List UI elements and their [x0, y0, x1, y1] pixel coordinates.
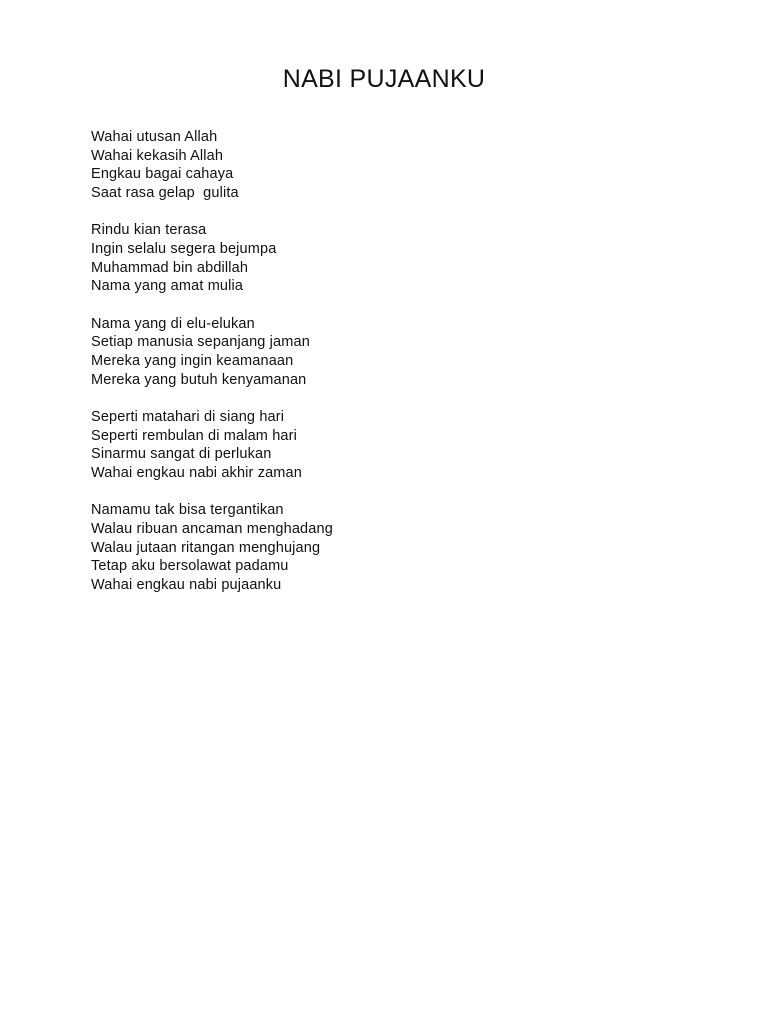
poem-line: Ingin selalu segera bejumpa	[91, 241, 277, 258]
poem-line: Saat rasa gelap gulita	[91, 185, 239, 202]
poem-line: Engkau bagai cahaya	[91, 166, 234, 183]
stanza-5	[91, 501, 651, 595]
poem-line: Setiap manusia sepanjang jaman	[91, 334, 310, 351]
poem-body	[91, 128, 651, 613]
stanza-2	[91, 221, 651, 296]
poem-line: Namamu tak bisa tergantikan	[91, 502, 284, 519]
poem-line: Rindu kian terasa	[91, 222, 207, 239]
stanza-4	[91, 408, 651, 483]
poem-line: Nama yang di elu-elukan	[91, 315, 255, 332]
poem-line: Wahai engkau nabi akhir zaman	[91, 465, 302, 482]
poem-line: Seperti rembulan di malam hari	[91, 427, 297, 444]
poem-line: Seperti matahari di siang hari	[91, 408, 285, 425]
poem-line: Muhammad bin abdillah	[91, 259, 249, 276]
stanza-1	[91, 128, 651, 203]
poem-line: Tetap aku bersolawat padamu	[91, 558, 289, 575]
poem-line: Mereka yang ingin keamanaan	[91, 353, 294, 370]
poem-line: Wahai engkau nabi pujaanku	[91, 577, 282, 594]
poem-line: Wahai kekasih Allah	[91, 147, 224, 164]
poem-line: Mereka yang butuh kenyamanan	[91, 371, 307, 388]
page-title: NABI PUJAANKU	[282, 65, 486, 93]
poem-line: Walau jutaan ritangan menghujang	[91, 539, 321, 556]
stanza-3	[91, 315, 651, 390]
poem-line: Nama yang amat mulia	[91, 278, 244, 295]
poem-line: Walau ribuan ancaman menghadang	[91, 520, 333, 537]
poem-line: Wahai utusan Allah	[91, 129, 218, 145]
poem-line: Sinarmu sangat di perlukan	[91, 446, 272, 463]
